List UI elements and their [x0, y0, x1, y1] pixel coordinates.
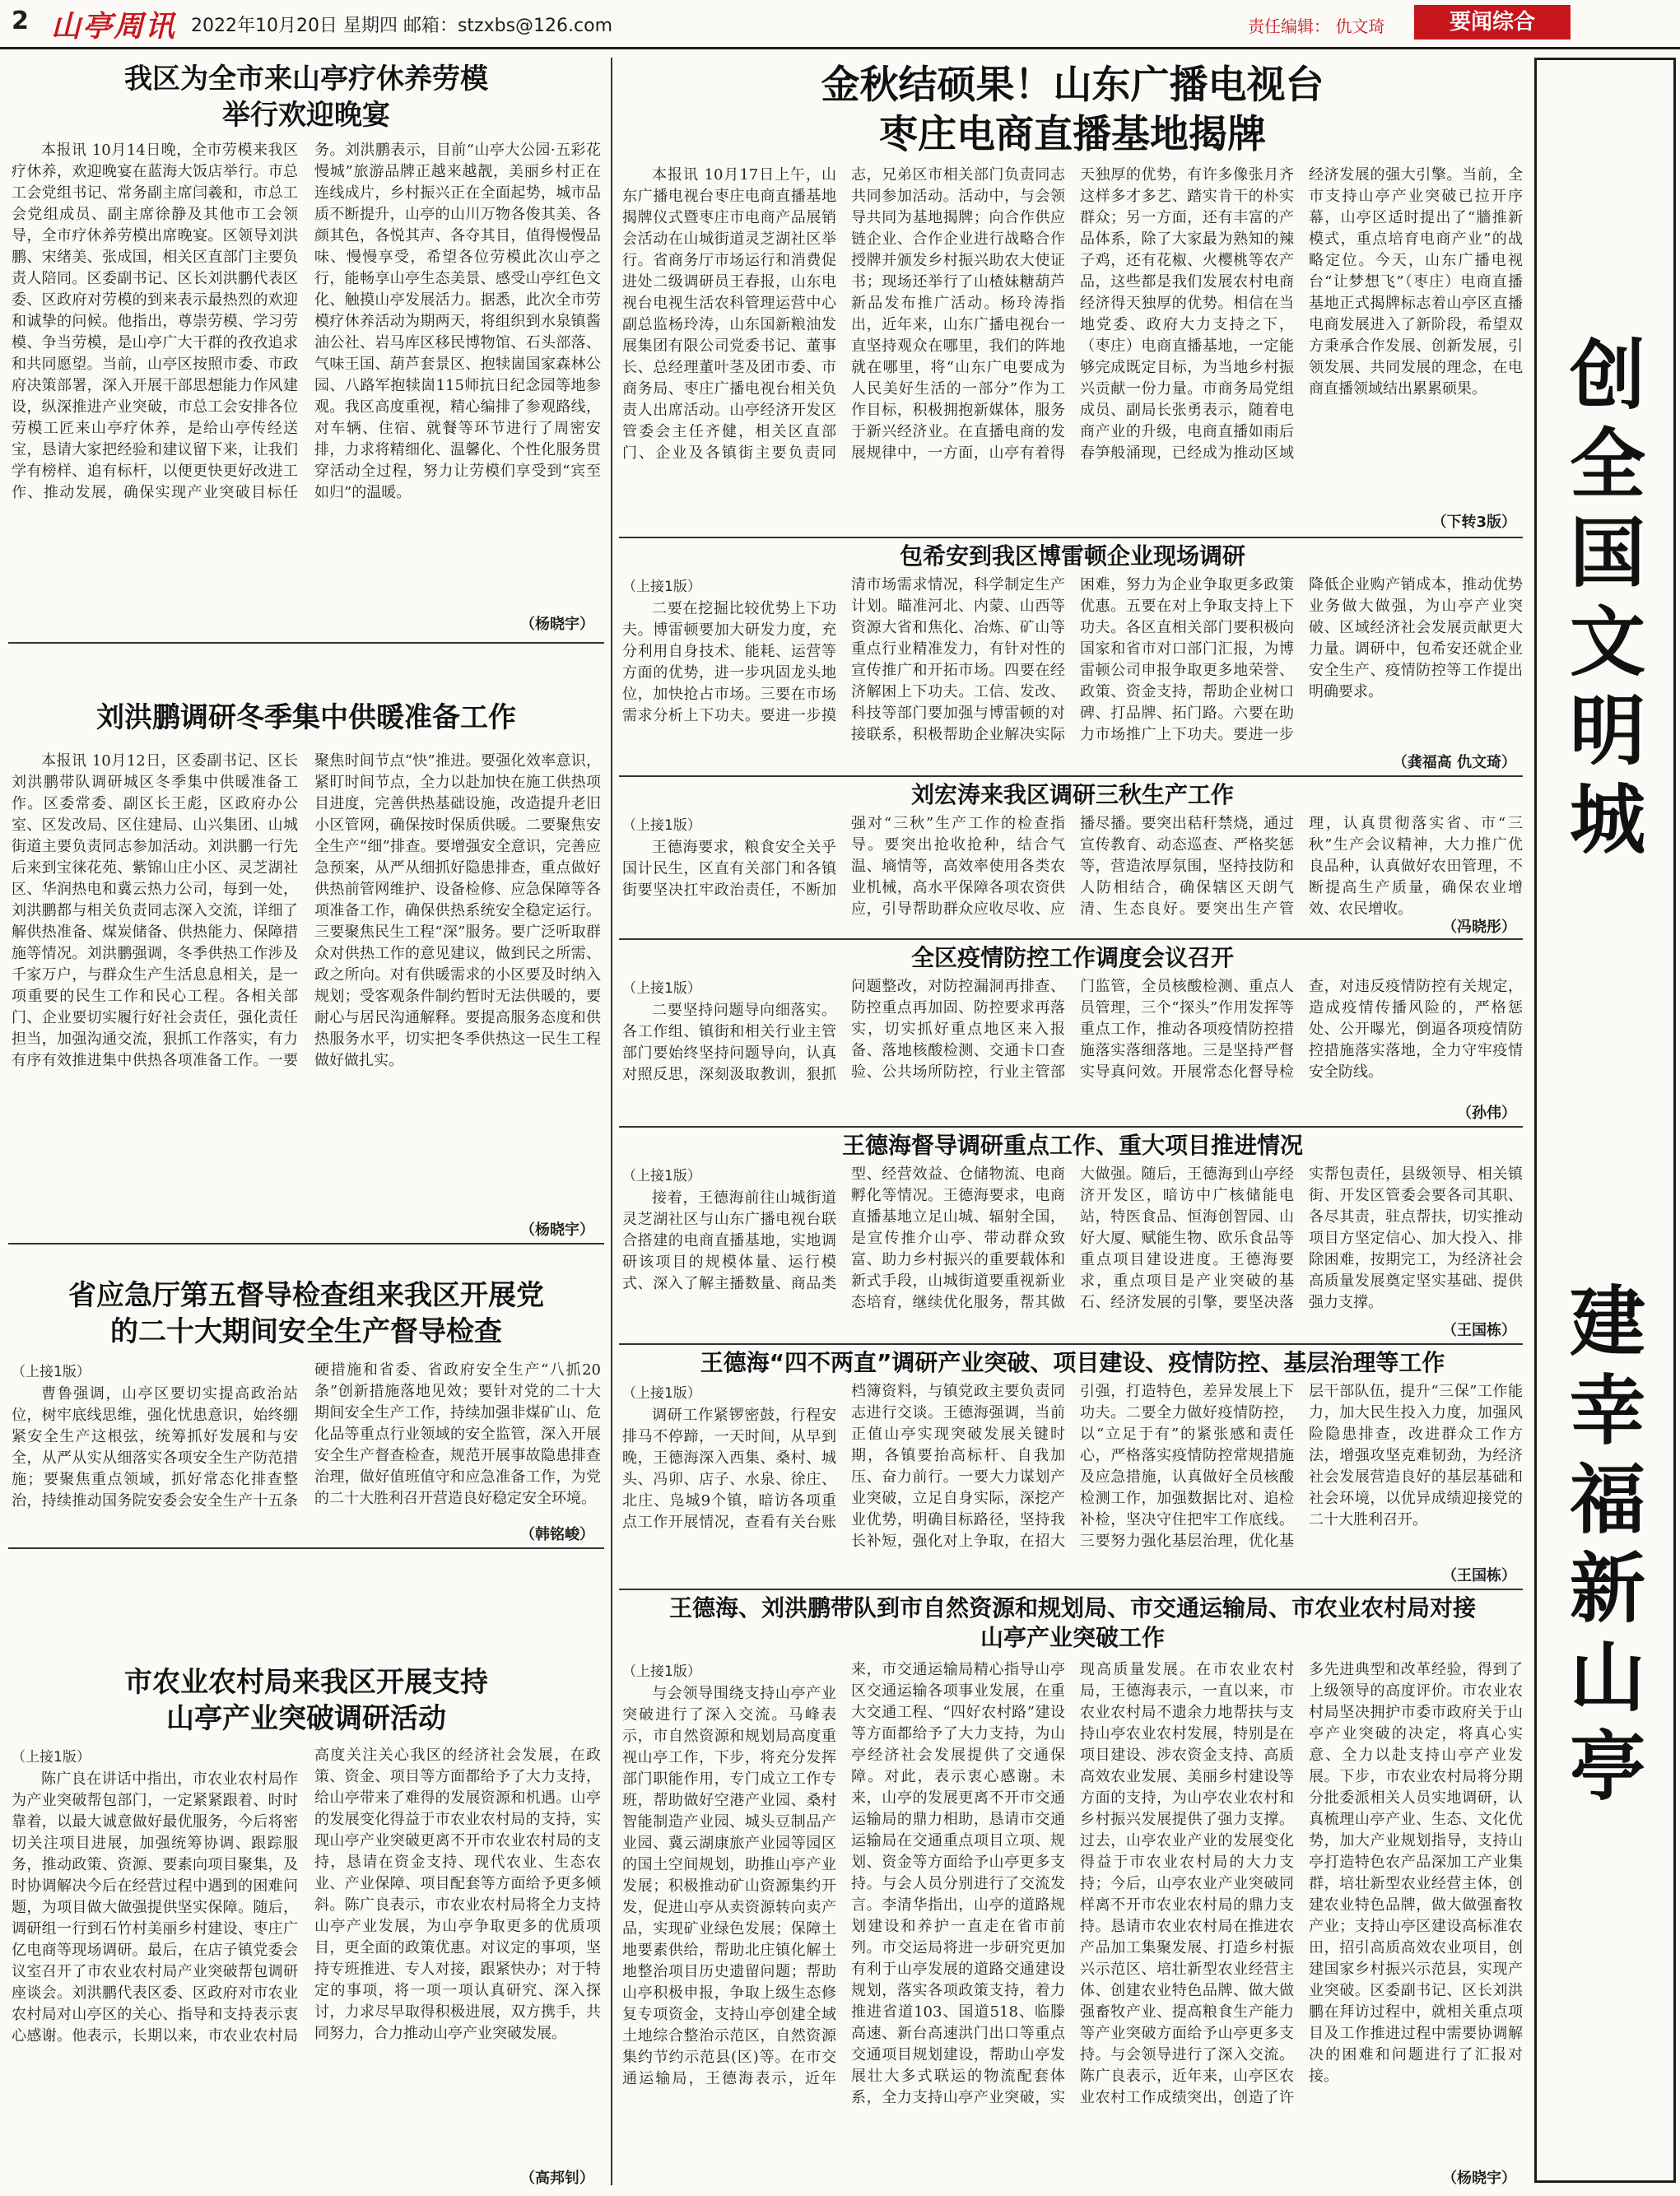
section-divider: [619, 537, 1523, 538]
article-boleidun-survey: [622, 542, 1523, 772]
article-body: （上接1版） 二要在挖掘比较优势上下功夫。博雷顿要加大研发力度，充分利用自身技术、能耗、运营等方面的优势，进一步巩固龙头地位，加快抢占市场。三要在市场需求分析上下功夫。要进一步摸清市场需求情况，科学制定生产计划。瞄准河北、内蒙、山西等资源大省和焦化、冶炼、矿山等重点行业精准发力，有针对性的宣传推广和开拓市场。四要在经济解困上下功夫。工信、发改、科技等部门要加强与博雷顿的对接联系，积极帮助企业解决实际困难，努力为企业争取更多政策优惠。五要在对上争取支持上下功夫。各区直相关部门要积极向国家和省市对口部门汇报，为博雷顿公司申报争取更多地荣誉、政策、资金支持，帮助企业树口碑、打品牌、拓门路。六要在助力市场推广上下功夫。要进一步降低企业购产销成本，推动优势业务做大做强，为山亭产业突破、区域经济社会发展贡献更大力量。调研中，包希安还就企业安全生产、疫情防控等工作提出明确要求。: [622, 576, 1523, 743]
article-title: 省应急厅第五督导检查组来我区开展党: [68, 1279, 544, 1312]
article-body: 本报讯 10月14日晚，全市劳模来我区疗休养，欢迎晚宴在蓝海大饭店举行。市总工会党组书记、常务副主席闫羲和，市总工会党组成员、副主席徐静及其他市工会领导，全市疗休养劳模出席晚宴。区领导刘洪鹏、宋绪美、张成国，相关区直部门主要负责人陪同。区委副书记、区长刘洪鹏代表区委、区政府对劳模的到来表示最热烈的欢迎和诚挚的问候。他指出，尊崇劳模、学习劳模、争当劳模，是山亭广大干群的孜孜追求和共同愿望。当前，山亭区按照市委、市政府决策部署，深入开展干部思想能力作风建设，纵深推进产业突破，市总工会安排各位劳模工匠来山亭疗休养，是给山亭传经送宝，恳请大家把经验和建议留下来，让我们学有榜样、追有标杆，以便更快更好改进工作、推动发展，确保实现产业突破目标任务。刘洪鹏表示，目前“山亭大公园·五彩花慢城”旅游品牌正越来越靓，美丽乡村正在连线成片，乡村振兴正在全面起势，城市品质不断提升，山亭的山川万物各俊其美、各颜其色，各悦其声、各夺其目，值得慢慢品味、慢慢享受，希望各位劳模此次山亭之行，能畅享山亭生态美景、感受山亭红色文化、触摸山亭发展活力。据悉，此次全市劳模疗休养活动为期两天，将组织到水泉镇酱油公社、岩马库区移民博物馆、石头部落、气味王国、葫芦套景区、抱犊崮国家森林公园、八路军抱犊崮115师抗日纪念园等地参观。我区高度重视，精心编排了参观路线，对车辆、住宿、就餐等环节进行了周密安排，力求将精细化、温馨化、个性化服务贯穿活动全过程，努力让劳模们享受到“宾至如归”的温暖。: [12, 142, 601, 501]
continued-from: （上接1版）: [12, 1364, 91, 1380]
editor-credit: 责任编辑： 仇文琦: [1248, 16, 1385, 36]
slogan-line-2: 建幸福新山亭: [1570, 1278, 1646, 1811]
lead-title: 金秋结硕果！山东广播电视台: [821, 63, 1324, 108]
article-heating-survey: [12, 700, 601, 1240]
section-divider: [619, 938, 1523, 940]
masthead: [0, 0, 1680, 49]
continued-from: （上接1版）: [622, 1663, 701, 1680]
column-divider: [611, 58, 612, 2185]
continued-from: （上接1版）: [12, 1749, 91, 1766]
article-body: （上接1版） 接着，王德海前往山城街道灵芝湖社区与山东广播电视台联合搭建的电商直播基地，实地调研该项目的规模体量、运行模式、深入了解主播数量、商品类型、经营效益、仓储物流、电商孵化等情况。王德海要求，电商直播基地立足山城、辐射全国，是宣传推介山亭、带动群众致富、助力乡村振兴的重要载体和新式手段，山城街道要重视新业态培育，继续优化服务，帮其做大做强。随后，王德海到山亭经济开发区，暗访中广核储能电站，特医食品、恒海创智园、山好大厦、赋能生物、欧乐食品等重点项目建设进度。王德海要求，重点项目是产业突破的基石、经济发展的引擎，要坚决落实帮包责任，县级领导、相关镇街、开发区管委会要各司其职、各尽其责，驻点帮扶，切实推动项目方坚定信心、加大投入、排除困难，按期完工，为经济社会高质量发展奠定坚实基础、提供强力支撑。: [622, 1165, 1523, 1311]
article-safety-inspection: [12, 1277, 601, 1544]
section-divider: [8, 642, 604, 644]
section-divider: [619, 1343, 1523, 1345]
byline: （韩铭峻）: [520, 1526, 594, 1543]
article-four-no-two-direct: [622, 1348, 1523, 1585]
slogan-panel: [1534, 58, 1676, 2183]
article-body: 本报讯 10月17日上午，山东广播电视台枣庄电商直播基地揭牌仪式暨枣庄市电商产品展销会活动在山城街道灵芝湖社区举行。省商务厅市场运行和消费促进处二级调研员王春报，山东电视台电视生活农科管理运营中心副总监杨玲涛，山东国新粮油发展集团有限公司党委书记、董事长、总经理董叶茎及团市委、市商务局、枣庄广播电视台相关负责人出席活动。山亭经济开发区管委会主任齐健，相关区直部门、企业及各镇街主要负责同志，兄弟区市相关部门负责同志共同参加活动。活动中，与会领导共同为基地揭牌；向合作供应链企业、合作企业进行战略合作授牌并颁发乡村振兴助农大使证书；现场还举行了山楂妹糖葫芦新品发布推广活动。杨玲涛指出，近年来，山东广播电视台一直坚持观众在哪里，我们的阵地就在哪里，将“山东广电要成为人民美好生活的一部分”作为工作目标，积极拥抱新媒体，服务于新兴经济业。在直播电商的发展规律中，一方面，山亭有着得天独厚的优势，有许多像张月齐这样多才多艺、踏实肯干的朴实群众；另一方面，还有丰富的产品体系，除了大家最为熟知的辣子鸡，还有花椒、火樱桃等农产品，这些都是我们发展农村电商经济得天独厚的优势。相信在当地党委、政府大力支持之下，（枣庄）电商直播基地，一定能够完成既定目标，为当地乡村振兴贡献一份力量。市商务局党组成员、副局长张勇表示，随着电商产业的升级，电商直播如雨后春笋般涌现，已经成为推动区域经济发展的强大引擎。当前，全市支持山亭产业突破已拉开序幕，山亭区适时提出了“牆推新模式，重点培育电商产业”的战略定位。今天，山东广播电视台“让梦想飞”（枣庄）电商直播基地正式揭牌标志着山亭区直播电商发展进入了新阶段，希望双方秉承合作发展、创新发展，引领发展、共同发展的理念，在电商直播领域结出累累硕果。: [622, 166, 1523, 462]
article-title: 举行欢迎晚宴: [222, 99, 390, 132]
article-title: 山亭产业突破调研活动: [166, 1702, 446, 1735]
article-title: 的二十大期间安全生产督导检查: [110, 1315, 502, 1348]
lead-title: 枣庄电商直播基地揭牌: [879, 112, 1266, 157]
date-line: 2022年10月20日 星期四 邮箱：stzxbs@126.com: [191, 16, 613, 36]
slogan-line-1: 创全国文明城: [1570, 332, 1646, 864]
newspaper-logo: 山亭周讯: [51, 9, 177, 44]
lead-article-ecommerce-base: [622, 61, 1523, 533]
section-tag: 要闻综合: [1414, 5, 1571, 40]
byline: （高邦钊）: [520, 2170, 594, 2187]
article-title: 刘洪鹏调研冬季集中供暖准备工作: [96, 701, 516, 734]
byline: （冯晓彤）: [1442, 919, 1516, 936]
article-body: （上接1版） 调研工作紧锣密鼓，行程安排马不停蹄，一天时间，从早到晚，王德海深入西集、桑村、城头、冯卯、店子、水泉、徐庄、北庄、凫城9个镇，暗访各项重点工作开展情况，查看有关台账档簿资料，与镇党政主要负责同志进行交谈。王德海强调，当前正值山亭实现突破发展关键时期，各镇要抬高标杆、自我加压、奋力前行。一要大力谋划产业突破，立足自身实际，深挖产业优势，明确目标路径，坚持我长补短，强化对上争取，在招大引强，打造特色，差异发展上下功夫。二要全力做好疫情防控，以“立足于有”的紧张感和责任心，严格落实疫情防控常规措施及应急措施，认真做好全员核酸检测工作，加强数据比对、追检补检，坚决守住把牢工作底线。三要努力强化基层治理，优化基层干部队伍，提升“三保”工作能力，加大民生投入力度，加强风险隐患排查，改进群众工作方法，增强攻坚克难韧劲，为经济社会发展营造良好的基层基础和社会环境，以优异成绩迎接党的二十大胜利召开。: [622, 1383, 1523, 1550]
article-title: 王德海督导调研重点工作、重大项目推进情况: [841, 1132, 1303, 1159]
article-epidemic-meeting: [622, 943, 1523, 1123]
page-number: 2: [12, 7, 29, 35]
byline: （杨晓宇）: [520, 1221, 594, 1239]
article-city-bureaus-docking: [622, 1593, 1523, 2188]
article-title: 我区为全市来山亭疗休养劳模: [124, 63, 488, 95]
article-title: 王德海、刘洪鹏带队到市自然资源和规划局、市交通运输局、市农业农村局对接: [668, 1594, 1476, 1621]
continued-from: （上接1版）: [622, 579, 701, 595]
section-divider: [619, 775, 1523, 777]
article-title: 全区疫情防控工作调度会议召开: [910, 944, 1234, 971]
article-title: 包希安到我区博雷顿企业现场调研: [899, 542, 1245, 570]
byline: （杨晓宇）: [1442, 2170, 1516, 2187]
byline: （王国栋）: [1442, 1567, 1516, 1584]
article-title: 王德海“四不两直”调研产业突破、项目建设、疫情防控、基层治理等工作: [700, 1349, 1445, 1376]
article-body: （上接1版） 与会领导围绕支持山亭产业突破进行了深入交流。马峰表示，市自然资源和规划局高度重视山亭工作，下步，将充分发挥部门职能作用，专门成立工作专班，帮助做好空港产业园、桑村智能制造产业园、城头豆制品产业园、冀云湖康旅产业园等园区的国土空间规划，助推山亭产业发展；积极推动矿山资源集约开发，促进山亭从卖资源转向卖产品，实现矿业绿色发展；保障土地要素供给，帮助北庄镇化解土地整治项目历史遗留问题；帮助山亭积极申报，争取上级生态修复专项资金，支持山亭创建全域土地综合整治示范区，自然资源集约节约示范县(区)等。在市交通运输局，王德海表示，近年来，市交通运输局精心指导山亭区交通运输各项事业发展，在重大交通工程、“四好农村路”建设等方面都给予了大力支持，为山亭经济社会发展提供了交通保障。对此，表示衷心感谢。未来，山亭的发展更离不开市交通运输局的鼎力相助，恳请市交通运输局在交通重点项目立项、规划、资金等方面给予山亭更多支持。与会人员分别进行了交流发言。李清华指出，山亭的道路规划建设和养护一直走在省市前列。市交运局将进一步研究更加有利于山亭发展的道路交通建设规划，落实各项政策支持，着力推进省道103、国道518、临滕高速、新台高速洪门出口等重点交通项目规划建设，帮助山亭发展壮大多式联运的物流配套体系，全力支持山亭产业突破，实现高质量发展。在市农业农村局，王德海表示，一直以来，市农业农村局不遗余力地帮扶与支持山亭农业农村发展，特别是在项目建设、涉农资金支持、高质高效农业发展、美丽乡村建设等方面的支持，为山亭农业农村和乡村振兴发展提供了强力支撑。过去，山亭农业产业的发展变化得益于市农业农村局的大力支持；今后，山亭农业产业突破同样离不开市农业农村局的鼎力支持。恳请市农业农村局在推进农产品加工集聚发展、打造乡村振兴示范区、培壮新型农业经营主体、创建农业特色品牌、做大做强畜牧产业、提高粮食生产能力等产业突破方面给予山亭更多支持。与会领导进行了深入交流。陈广良表示，近年来，山亭区农业农村工作成绩突出，创造了许多先进典型和改革经验，得到了上级领导的高度评价。市农业农村局坚决拥护市委市政府关于山亭产业突破的决定，将真心实意、全力以赴支持山亭产业发展。下步，市农业农村局将分期分批委派相关人员实地调研，认真梳理山亭产业、生态、文化优势，加大产业规划指导，支持山亭打造特色农产品深加工产业集群，培壮新型农业经营主体，创建农业特色品牌，做大做强畜牧产业；支持山亭区建设高标准农田，招引高质高效农业项目，创建国家乡村振兴示范县，实现产业突破。区委副书记、区长刘洪鹏在拜访过程中，就相关重点项目及工作推进过程中需要协调解决的困难和问题进行了汇报对接。: [622, 1661, 1523, 2106]
article-labor-model-banquet: [12, 61, 601, 637]
continued-from: （上接1版）: [622, 1168, 701, 1184]
article-autumn-harvest: [622, 780, 1523, 937]
continued-on: （下转3版）: [1431, 514, 1516, 531]
article-title: 市农业农村局来我区开展支持: [124, 1666, 488, 1699]
continued-from: （上接1版）: [622, 1385, 701, 1402]
article-body: （上接1版） 二要坚持问题导向细落实。各工作组、镇街和相关行业主管部门要始终坚持问题导向，认真对照反思，深刻汲取教训，狠抓问题整改，对防控漏洞再排查、防控重点再加固、防控要求再落实，切实抓好重点地区来入报备、落地核酸检测、交通卡口查验、公共场所防控，行业主管部门监管，全员核酸检测、重点人员管理，三个“探头”作用发挥等重点工作，推动各项疫情防控措施落实落细落地。三是坚持严督实导真问效。开展常态化督导检查，对违反疫情防控有关规定，造成疫情传播风险的，严格惩处、公开曝光，倒逼各项疫情防控措施落实落地，全力守牢疫情安全防线。: [622, 978, 1523, 1083]
article-title: 刘宏涛来我区调研三秋生产工作: [910, 781, 1234, 808]
byline: （孙伟）: [1457, 1105, 1516, 1122]
article-body: （上接1版） 王德海要求，粮食安全关乎国计民生，区直有关部门和各镇街要坚决扛牢政治责任，不断加强对“三秋”生产工作的检查指导。要突出抢收抢种，结合气温、墒情等，高效率使用各类农业机械，高水平保障各项农资供应，引导帮助群众应收尽收、应播尽播。要突出秸秆禁烧，通过宣传教育、动态巡查、严格奖惩等，营造浓厚氛围，坚持技防和人防相结合，确保辖区天朗气清、生态良好。要突出生产管理，认真贯彻落实省、市“三秋”生产会议精神，大力推广优良品种，认真做好农田管理，不断提高生产质量，确保农业增效、农民增收。: [622, 815, 1523, 917]
section-divider: [8, 1547, 604, 1549]
byline: （龚福高 仇文琦）: [1392, 754, 1516, 771]
section-divider: [619, 1589, 1523, 1590]
article-body: （上接1版） 曹鲁强调，山亭区要切实提高政治站位，树牢底线思维，强化忧患意识，始终绷紧安全生产这根弦，统筹抓好发展和与安全，从严从实从细落实各项安全生产防范措施；要聚焦重点领域，抓好常态化排查整治，持续推动国务院安委会安全生产十五条硬措施和省委、省政府安全生产“八抓20条”创新措施落地见效；要针对党的二十大期间安全生产工作，持续加强非煤矿山、危化品等重点行业领域的安全监管，深入开展安全生产督查检查，规范开展事故隐患排查治理，做好值班值守和应急准备工作，为党的二十大胜利召开营造良好稳定安全环境。: [12, 1361, 601, 1510]
byline: （王国栋）: [1442, 1322, 1516, 1339]
section-divider: [8, 1243, 604, 1245]
article-title: 山亭产业突破工作: [980, 1624, 1165, 1651]
continued-from: （上接1版）: [622, 980, 701, 997]
article-body: （上接1版） 陈广良在讲话中指出，市农业农村局作为产业突破帮包部门，一定紧紧跟着、时时靠着，以最大诚意做好最优服务，今后将密切关注项目进展，加强统筹协调、跟踪服务，推动政策、资源、要素向项目聚集，及时协调解决今后在经营过程中遇到的困难问题，为项目做大做强提供坚实保障。随后，调研组一行到石竹村美丽乡村建设、枣庄广亿电商等现场调研。最后，在店子镇党委会议室召开了市农业农村局产业突破帮包调研座谈会。刘洪鹏代表区委、区政府对市农业农村局对山亭区的关心、指导和支持表示衷心感谢。他表示，长期以来，市农业农村局高度关注关心我区的经济社会发展，在政策、资金、项目等方面都给予了大力支持，给山亭带来了难得的发展资源和机遇。山亭的发展变化得益于市农业农村局的支持，实现山亭产业突破更离不开市农业农村局的支持，恳请在资金支持、现代农业、生态农业、产业保障、项目配套等方面给予更多倾斜。陈广良表示，市农业农村局将全力支持山亭产业发展，为山亭争取更多的优质项目，更全面的政策优惠。对议定的事项，坚持专班推进、专人对接，跟紧快办；对于特定的事项，将一项一项认真研究、深入探讨，力求尽早取得积极进展，双方携手，共同努力，合力推动山亭产业突破发展。: [12, 1747, 601, 2045]
article-agri-bureau-visit: [12, 1664, 601, 2188]
article-body: 本报讯 10月12日，区委副书记、区长刘洪鹏带队调研城区冬季集中供暖准备工作。区委常委、副区长王彪，区政府办公室、区发改局、区住建局、山兴集团、山城街道主要负责同志参加活动。刘洪鹏一行先后来到宝徕花苑、紫锦山庄小区、灵芝湖社区、华润热电和冀云热力公司，每到一处，刘洪鹏都与相关负责同志深入交流，详细了解供热准备、煤炭储备、供热能力、保障措施等情况。刘洪鹏强调，冬季供热工作涉及千家万户，与群众生产生活息息相关，是一项重要的民生工作和民心工程。各相关部门、企业要切实履行好社会责任，强化责任担当，加强沟通交流，狠抓工作落实，有力有序有效推进集中供热各项准备工作。一要聚焦时间节点“快”推进。要强化效率意识，紧盯时间节点，全力以赴加快在施工供热项目进度，完善供热基础设施，改造提升老旧小区管网，确保按时保质供暖。二要聚焦安全生产“细”排查。要增强安全意识，完善应急预案，从严从细抓好隐患排查，重点做好供热前管网维护、设备检修、应急保障等各项准备工作，确保供热系统安全稳定运行。三要聚焦民生工程“深”服务。要广泛听取群众对供热工作的意见建议，做到民之所需、政之所向。对有供暖需求的小区要及时纳入规划；受客观条件制约暂时无法供暖的，要耐心与居民沟通解释。要提高服务态度和供热服务水平，切实把冬季供热这一民生工程做好做扎实。: [12, 752, 601, 1069]
continued-from: （上接1版）: [622, 817, 701, 834]
article-key-projects: [622, 1131, 1523, 1340]
byline: （杨晓宇）: [520, 616, 594, 633]
section-divider: [619, 1126, 1523, 1128]
